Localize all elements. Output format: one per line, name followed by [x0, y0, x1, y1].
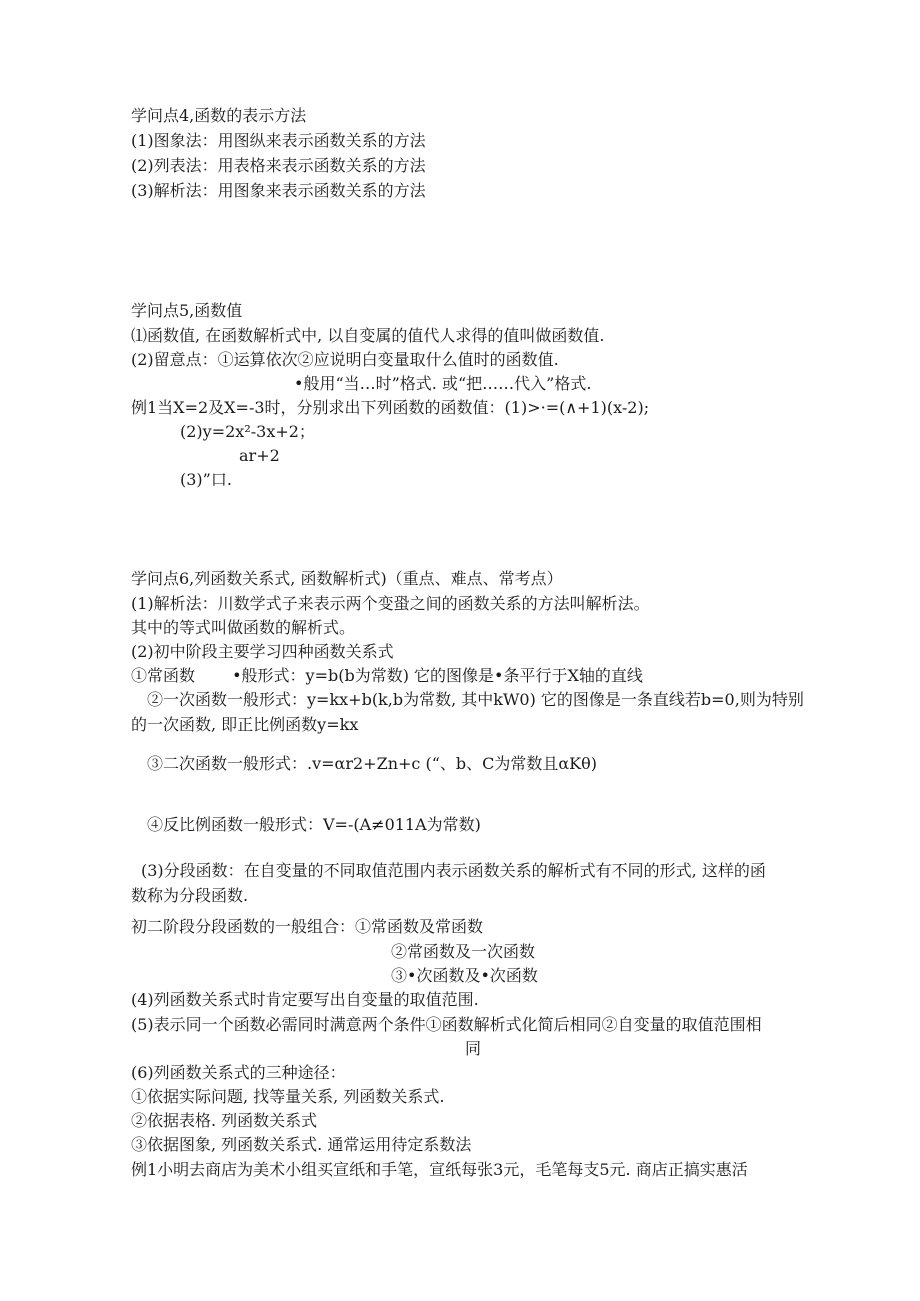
piecewise-combo-intro: 初二阶段分段函数的一般组合：①常函数及常函数 — [131, 917, 484, 936]
section6-item-1: (1)解析法：川数学式子来表示两个变蛩之间的函数关系的方法叫解析法。 — [131, 594, 650, 613]
section5-example-line-1: 例1当X=2及X=-3时，分别求出下列函数的函数值：(1)>·=(∧+1)(x-2); — [131, 398, 650, 417]
section4-item-2: (2)列表法：用表格来表示函数关系的方法 — [131, 156, 426, 175]
section5-title: 学问点5,函数值 — [131, 301, 243, 320]
piecewise-combo-3: ③•次函数及•次函数 — [391, 966, 538, 985]
way-1: ①依据实际问题, 找等量关系, 列函数关系式. — [131, 1087, 445, 1106]
section6-title: 学问点6,列函数关系式, 函数解析式)（重点、难点、常考点） — [131, 569, 563, 588]
section6-item-2: (2)初中阶段主要学习四种函数关系式 — [131, 642, 394, 661]
piecewise-combo-2: ②常函数及一次函数 — [391, 942, 536, 961]
section4-item-1: (1)图象法：用图纵来表示函数关系的方法 — [131, 131, 426, 150]
way-2: ②依据表格. 列函数关系式 — [131, 1111, 318, 1130]
section5-example-line-4: (3)”口. — [180, 470, 232, 489]
function-type-linear: ②一次函数一般形式：y=kx+b(k,b为常数, 其中kW0) 它的图像是一条直线若b=0,则为特别 — [147, 690, 804, 709]
way-3: ③依据图象, 列函数关系式. 通常运用待定系数法 — [131, 1135, 472, 1154]
section6-item-5-cont: 同 — [465, 1039, 482, 1058]
section6-item-4: (4)列函数关系式时肯定要写出自变量的取值范围. — [131, 990, 479, 1009]
function-type-constant: ①常函数 •般形式：y=b(b为常数) 它的图像是•条平行于X轴的直线 — [131, 666, 643, 685]
section6-item-6: (6)列函数关系式的三种途径： — [131, 1063, 346, 1082]
function-type-inverse: ④反比例函数一般形式：V=-(A≠011A为常数) — [147, 815, 481, 834]
section5-item-1: ⑴函数值, 在函数解析式中, 以自变属的值代人求得的值叫做函数值. — [131, 326, 605, 345]
section6-item-1-cont: 其中的等式叫做函数的解析式。 — [131, 618, 356, 637]
section4-title: 学问点4,函数的表示方法 — [131, 106, 307, 125]
section5-item-2: (2)留意点：①运算依次②应说明白变量取什么值时的函数值. — [131, 350, 559, 369]
function-type-linear-cont: 的一次函数, 即正比例函数y=kx — [131, 715, 359, 734]
function-type-quadratic: ③二次函数一般形式：.v=αr2+Zn+c (“、b、C为常数且αKθ) — [147, 754, 597, 773]
section5-example-line-2: (2)y=2x²-3x+2； — [180, 422, 315, 441]
section6-item-3: (3)分段函数：在自变量的不同取值范围内表示函数关系的解析式有不同的形式, 这样的函 — [141, 861, 766, 880]
section5-item-2-cont: •般用“当…时”格式. 或“把……代入”格式. — [294, 374, 592, 393]
section5-example-line-3: ar+2 — [239, 446, 280, 465]
section6-item-3-cont: 数称为分段函数. — [131, 886, 249, 905]
section6-item-5: (5)表示同一个函数必需同时满意两个条件①函数解析式化简后相同②自变量的取值范围相 — [131, 1015, 762, 1034]
section4-item-3: (3)解析法：用图象来表示函数关系的方法 — [131, 181, 426, 200]
example-problem: 例1小明去商店为美术小组买宣纸和手笔，宣纸每张3元，毛笔每支5元. 商店正搞实惠活 — [131, 1160, 748, 1179]
